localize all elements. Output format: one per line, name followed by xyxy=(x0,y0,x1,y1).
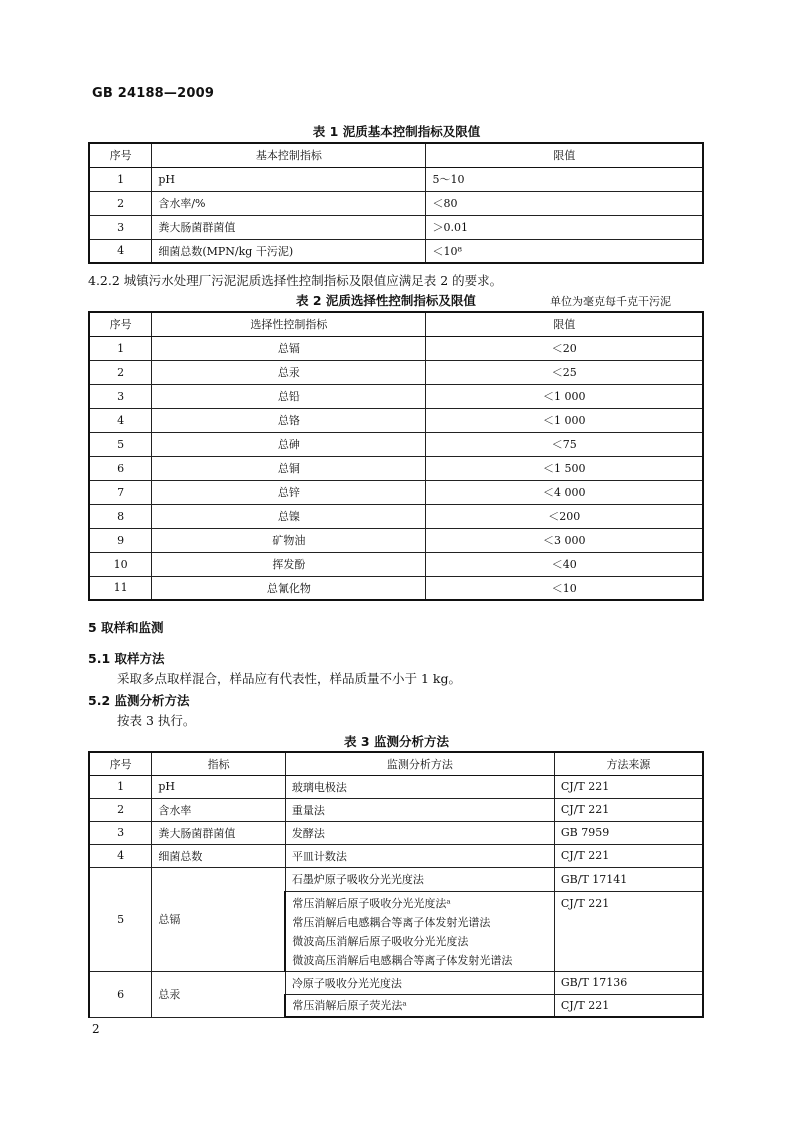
table3-header-no: 序号 xyxy=(89,752,152,775)
table1-cell: pH xyxy=(152,167,426,191)
table3-cell: CJ/T 221 xyxy=(554,994,703,1017)
method-line: 微波高压消解后原子吸收分光光度法 xyxy=(292,934,469,948)
table1-header-indicator: 基本控制指标 xyxy=(152,143,426,167)
table-row xyxy=(89,798,703,821)
table1-cell: 粪大肠菌群菌值 xyxy=(152,215,426,239)
table2-cell: 5 xyxy=(89,432,152,456)
table1-cell: 含水率/% xyxy=(152,191,426,215)
section-5-1-text: 采取多点取样混合，样品应有代表性，样品质量不小于 1 kg。 xyxy=(117,671,461,686)
table3-caption: 表 3 监测分析方法 xyxy=(344,734,449,749)
table2-cell: 6 xyxy=(89,456,152,480)
method-line: 常压消解后原子吸收分光光度法ᵃ xyxy=(292,896,451,910)
section-5-2-title: 5.2 监测分析方法 xyxy=(88,693,190,708)
table3-cell: pH xyxy=(152,775,286,798)
section-5-1-title: 5.1 取样方法 xyxy=(88,651,165,666)
table3-cell: 3 xyxy=(89,821,152,844)
table-row xyxy=(89,191,703,215)
table2-cell: 8 xyxy=(89,504,152,528)
table3-cell: 发酵法 xyxy=(285,821,554,844)
table3-header-source: 方法来源 xyxy=(554,752,703,775)
table2-cell: 3 xyxy=(89,384,152,408)
table2-cell: 总镍 xyxy=(152,504,426,528)
table2-unit-note: 单位为毫克每千克干污泥 xyxy=(550,295,671,308)
table2-cell: ＜40 xyxy=(426,552,703,576)
table-row xyxy=(89,167,703,191)
table3-cell: 重量法 xyxy=(285,798,554,821)
table2-cell: 总锌 xyxy=(152,480,426,504)
table2-cell: ＜75 xyxy=(426,432,703,456)
table3-cell: GB/T 17136 xyxy=(554,971,703,994)
table2-cell: 10 xyxy=(89,552,152,576)
table-row xyxy=(89,821,703,844)
table1-cell: 细菌总数(MPN/kg 干污泥) xyxy=(152,239,426,263)
table-row xyxy=(89,360,703,384)
table2-cell: ＜4 000 xyxy=(426,480,703,504)
table2-cell: 总铬 xyxy=(152,408,426,432)
standard-number: GB 24188—2009 xyxy=(92,86,215,101)
table2-cell: 总镉 xyxy=(152,336,426,360)
table-row xyxy=(89,576,703,600)
table-row xyxy=(89,384,703,408)
table1-cell: 3 xyxy=(89,215,152,239)
table3 xyxy=(88,751,704,1018)
method-line: 微波高压消解后电感耦合等离子体发射光谱法 xyxy=(292,953,513,967)
table3-cell: 石墨炉原子吸收分光光度法 xyxy=(285,867,554,891)
table3-cell xyxy=(285,891,554,971)
table-row xyxy=(89,504,703,528)
table3-cell: 细菌总数 xyxy=(152,844,286,867)
table-row xyxy=(89,480,703,504)
table3-cell: 常压消解后原子荧光法ᵃ xyxy=(285,994,554,1017)
table3-cell: 粪大肠菌群菌值 xyxy=(152,821,286,844)
section-5-title: 5 取样和监测 xyxy=(88,620,164,635)
table1-cell: 4 xyxy=(89,239,152,263)
table-row xyxy=(89,456,703,480)
table2-cell: 9 xyxy=(89,528,152,552)
table-row xyxy=(89,432,703,456)
table3-cell: 1 xyxy=(89,775,152,798)
table2-cell: ＜1 500 xyxy=(426,456,703,480)
table-row xyxy=(89,239,703,263)
table-row xyxy=(89,867,703,891)
table3-header-method: 监测分析方法 xyxy=(285,752,554,775)
table3-cell: 4 xyxy=(89,844,152,867)
table3-cell: GB/T 17141 xyxy=(554,867,703,891)
table2-cell: 总铅 xyxy=(152,384,426,408)
table3-cell: CJ/T 221 xyxy=(554,891,703,971)
table1-cell: 2 xyxy=(89,191,152,215)
table2-cell: ＜1 000 xyxy=(426,384,703,408)
table1-cell: ＞0.01 xyxy=(426,215,703,239)
table1 xyxy=(88,142,704,264)
table-row xyxy=(89,844,703,867)
table1-caption: 表 1 泥质基本控制指标及限值 xyxy=(312,124,481,139)
table2-cell: 总氰化物 xyxy=(152,576,426,600)
table-row xyxy=(89,971,703,994)
table2-cell: 总汞 xyxy=(152,360,426,384)
section-5-2-text: 按表 3 执行。 xyxy=(117,713,196,728)
table2-cell: 总铜 xyxy=(152,456,426,480)
table2-cell: ＜200 xyxy=(426,504,703,528)
method-line: 常压消解后电感耦合等离子体发射光谱法 xyxy=(292,915,491,929)
table2-cell: 7 xyxy=(89,480,152,504)
table2-header-no: 序号 xyxy=(89,312,152,336)
table1-cell: 5～10 xyxy=(426,167,703,191)
clause-4-2-2: 4.2.2 城镇污水处理厂污泥泥质选择性控制指标及限值应满足表 2 的要求。 xyxy=(88,273,503,288)
table2-cell: ＜3 000 xyxy=(426,528,703,552)
table2-cell: ＜10 xyxy=(426,576,703,600)
table2-header-indicator: 选择性控制指标 xyxy=(152,312,426,336)
table-row xyxy=(89,528,703,552)
table3-header-indicator: 指标 xyxy=(152,752,286,775)
table1-cell: ＜10⁸ xyxy=(426,239,703,263)
table3-cell: GB 7959 xyxy=(554,821,703,844)
table3-cell: 冷原子吸收分光光度法 xyxy=(285,971,554,994)
table2-header-limit: 限值 xyxy=(426,312,703,336)
table3-cell: 平皿计数法 xyxy=(285,844,554,867)
table3-cell: 6 xyxy=(89,971,152,1017)
table-row xyxy=(89,336,703,360)
table2-cell: 2 xyxy=(89,360,152,384)
table3-cell: 总镉 xyxy=(152,867,286,971)
table-row xyxy=(89,775,703,798)
table2-cell: ＜20 xyxy=(426,336,703,360)
table2-cell: 1 xyxy=(89,336,152,360)
table2-cell: 矿物油 xyxy=(152,528,426,552)
table1-cell: ＜80 xyxy=(426,191,703,215)
table3-cell: 含水率 xyxy=(152,798,286,821)
table2-cell: 总砷 xyxy=(152,432,426,456)
page-number: 2 xyxy=(92,1022,100,1036)
table-row xyxy=(89,408,703,432)
table2-cell: 11 xyxy=(89,576,152,600)
table3-cell: CJ/T 221 xyxy=(554,775,703,798)
table2-cell: ＜25 xyxy=(426,360,703,384)
table3-cell: CJ/T 221 xyxy=(554,798,703,821)
table3-cell: 2 xyxy=(89,798,152,821)
table3-cell: 5 xyxy=(89,867,152,971)
table2-caption: 表 2 泥质选择性控制指标及限值 xyxy=(296,293,476,308)
table1-cell: 1 xyxy=(89,167,152,191)
table3-cell: 玻璃电极法 xyxy=(285,775,554,798)
table-row xyxy=(89,215,703,239)
table2 xyxy=(88,311,704,601)
table3-cell: 总汞 xyxy=(152,971,286,1017)
table1-header-limit: 限值 xyxy=(426,143,703,167)
table1-header-no: 序号 xyxy=(89,143,152,167)
table2-cell: 挥发酚 xyxy=(152,552,426,576)
table3-cell: CJ/T 221 xyxy=(554,844,703,867)
table2-cell: ＜1 000 xyxy=(426,408,703,432)
table2-cell: 4 xyxy=(89,408,152,432)
table-row xyxy=(89,552,703,576)
